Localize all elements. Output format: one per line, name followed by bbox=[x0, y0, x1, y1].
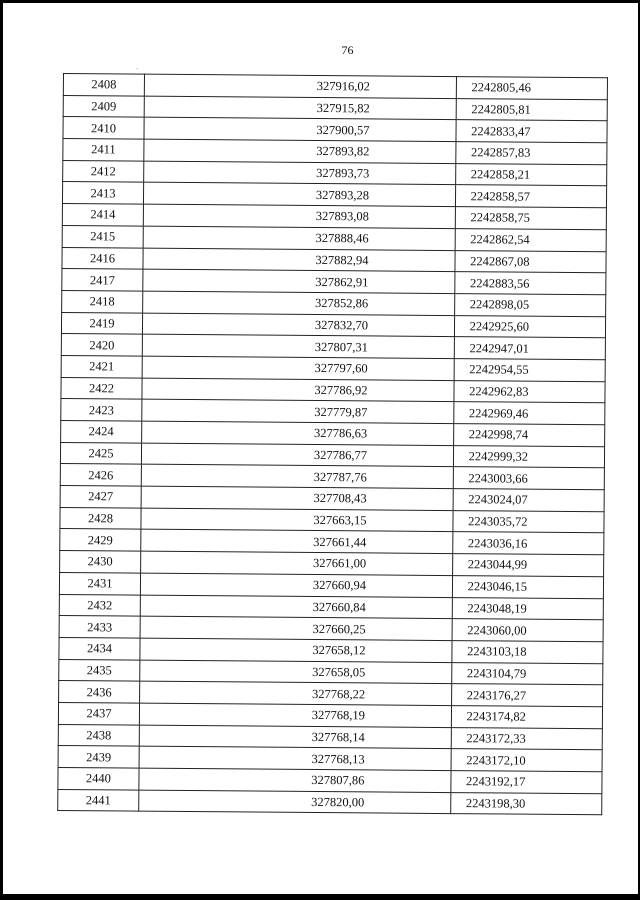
x-coordinate-cell: 327787,76 bbox=[141, 465, 453, 489]
x-coordinate-cell: 327768,13 bbox=[139, 746, 451, 770]
x-coordinate-cell: 327916,02 bbox=[144, 74, 456, 98]
x-coordinate-cell: 327768,22 bbox=[140, 681, 452, 705]
x-coordinate-cell: 327893,28 bbox=[143, 183, 455, 207]
point-number-cell: 2426 bbox=[60, 464, 141, 486]
x-coordinate-cell: 327893,73 bbox=[144, 161, 456, 185]
y-coordinate-cell: 2242833,47 bbox=[456, 120, 607, 143]
y-coordinate-cell: 2242962,83 bbox=[454, 380, 605, 403]
point-number-cell: 2421 bbox=[61, 355, 142, 377]
y-coordinate-cell: 2242954,55 bbox=[454, 359, 605, 382]
x-coordinate-cell: 327786,92 bbox=[142, 378, 454, 402]
y-coordinate-cell: 2242898,05 bbox=[455, 293, 606, 316]
x-coordinate-cell: 327658,05 bbox=[140, 660, 452, 684]
point-number-cell: 2439 bbox=[58, 746, 139, 768]
y-coordinate-cell: 2242998,74 bbox=[454, 424, 605, 447]
x-coordinate-cell: 327852,86 bbox=[143, 291, 455, 315]
point-number-cell: 2422 bbox=[61, 377, 142, 399]
y-coordinate-cell: 2242883,56 bbox=[455, 272, 606, 295]
y-coordinate-cell: 2242858,75 bbox=[455, 207, 606, 230]
x-coordinate-cell: 327915,82 bbox=[144, 96, 456, 120]
x-coordinate-cell: 327832,70 bbox=[142, 313, 454, 337]
y-coordinate-cell: 2243172,10 bbox=[451, 749, 602, 772]
point-number-cell: 2435 bbox=[59, 659, 140, 681]
table-row bbox=[58, 789, 602, 815]
point-number-cell: 2441 bbox=[58, 789, 139, 811]
x-coordinate-cell: 327893,82 bbox=[144, 139, 456, 163]
point-number-cell: 2415 bbox=[62, 225, 143, 247]
x-coordinate-cell: 327660,25 bbox=[140, 616, 452, 640]
point-number-cell: 2410 bbox=[63, 117, 144, 139]
y-coordinate-cell: 2243172,33 bbox=[451, 727, 602, 750]
point-number-cell: 2437 bbox=[58, 702, 139, 724]
point-number-cell: 2436 bbox=[59, 681, 140, 703]
x-coordinate-cell: 327893,08 bbox=[143, 204, 455, 228]
x-coordinate-cell: 327660,84 bbox=[140, 595, 452, 619]
point-number-cell: 2420 bbox=[61, 334, 142, 356]
y-coordinate-cell: 2242925,60 bbox=[454, 315, 605, 338]
y-coordinate-cell: 2243176,27 bbox=[452, 684, 603, 707]
x-coordinate-cell: 327807,86 bbox=[139, 768, 451, 792]
y-coordinate-cell: 2243048,19 bbox=[452, 597, 603, 620]
point-number-cell: 2423 bbox=[61, 399, 142, 421]
x-coordinate-cell: 327807,31 bbox=[142, 334, 454, 358]
point-number-cell: 2438 bbox=[58, 724, 139, 746]
point-number-cell: 2409 bbox=[63, 95, 144, 117]
point-number-cell: 2414 bbox=[62, 204, 143, 226]
point-number-cell: 2429 bbox=[60, 529, 141, 551]
y-coordinate-cell: 2242867,08 bbox=[455, 250, 606, 273]
y-coordinate-cell: 2243003,66 bbox=[453, 467, 604, 490]
y-coordinate-cell: 2243174,82 bbox=[451, 706, 602, 729]
x-coordinate-cell: 327786,77 bbox=[141, 443, 453, 467]
y-coordinate-cell: 2242969,46 bbox=[454, 402, 605, 425]
point-number-cell: 2434 bbox=[59, 637, 140, 659]
x-coordinate-cell: 327768,14 bbox=[139, 725, 451, 749]
x-coordinate-cell: 327862,91 bbox=[143, 269, 455, 293]
point-number-cell: 2413 bbox=[62, 182, 143, 204]
x-coordinate-cell: 327663,15 bbox=[141, 508, 453, 532]
y-coordinate-cell: 2242947,01 bbox=[454, 337, 605, 360]
y-coordinate-cell: 2243035,72 bbox=[453, 510, 604, 533]
point-number-cell: 2419 bbox=[61, 312, 142, 334]
scan-speck: · bbox=[136, 65, 139, 73]
y-coordinate-cell: 2243198,30 bbox=[451, 792, 602, 815]
x-coordinate-cell: 327900,57 bbox=[144, 118, 456, 142]
point-number-cell: 2412 bbox=[63, 160, 144, 182]
point-number-cell: 2428 bbox=[60, 507, 141, 529]
y-coordinate-cell: 2242862,54 bbox=[455, 228, 606, 251]
y-coordinate-cell: 2242858,57 bbox=[455, 185, 606, 208]
x-coordinate-cell: 327658,12 bbox=[140, 638, 452, 662]
point-number-cell: 2416 bbox=[62, 247, 143, 269]
x-coordinate-cell: 327779,87 bbox=[142, 399, 454, 423]
point-number-cell: 2408 bbox=[63, 74, 144, 96]
x-coordinate-cell: 327660,94 bbox=[140, 573, 452, 597]
y-coordinate-cell: 2242805,81 bbox=[456, 98, 607, 121]
x-coordinate-cell: 327661,00 bbox=[141, 551, 453, 575]
point-number-cell: 2431 bbox=[59, 572, 140, 594]
y-coordinate-cell: 2243192,17 bbox=[451, 771, 602, 794]
y-coordinate-cell: 2243103,18 bbox=[452, 640, 603, 663]
y-coordinate-cell: 2242999,32 bbox=[453, 445, 604, 468]
y-coordinate-cell: 2242858,21 bbox=[456, 163, 607, 186]
point-number-cell: 2411 bbox=[63, 139, 144, 161]
point-number-cell: 2417 bbox=[62, 269, 143, 291]
x-coordinate-cell: 327661,44 bbox=[141, 530, 453, 554]
y-coordinate-cell: 2243104,79 bbox=[452, 662, 603, 685]
point-number-cell: 2418 bbox=[62, 290, 143, 312]
point-number-cell: 2424 bbox=[61, 420, 142, 442]
point-number-cell: 2432 bbox=[59, 594, 140, 616]
x-coordinate-cell: 327768,19 bbox=[139, 703, 451, 727]
y-coordinate-cell: 2243044,99 bbox=[453, 554, 604, 577]
page-number: 76 bbox=[341, 43, 354, 57]
y-coordinate-cell: 2242857,83 bbox=[456, 142, 607, 165]
y-coordinate-cell: 2243036,16 bbox=[453, 532, 604, 555]
point-number-cell: 2430 bbox=[60, 551, 141, 573]
x-coordinate-cell: 327882,94 bbox=[143, 248, 455, 272]
coordinates-table-body bbox=[58, 74, 608, 816]
x-coordinate-cell: 327797,60 bbox=[142, 356, 454, 380]
x-coordinate-cell: 327708,43 bbox=[141, 486, 453, 510]
y-coordinate-cell: 2243046,15 bbox=[452, 575, 603, 598]
x-coordinate-cell: 327786,63 bbox=[142, 421, 454, 445]
point-number-cell: 2427 bbox=[60, 486, 141, 508]
y-coordinate-cell: 2243024,07 bbox=[453, 489, 604, 512]
y-coordinate-cell: 2243060,00 bbox=[452, 619, 603, 642]
point-number-cell: 2440 bbox=[58, 767, 139, 789]
x-coordinate-cell: 327820,00 bbox=[139, 790, 451, 814]
y-coordinate-cell: 2242805,46 bbox=[456, 77, 607, 100]
point-number-cell: 2425 bbox=[60, 442, 141, 464]
coordinates-table bbox=[57, 73, 608, 816]
x-coordinate-cell: 327888,46 bbox=[143, 226, 455, 250]
point-number-cell: 2433 bbox=[59, 616, 140, 638]
